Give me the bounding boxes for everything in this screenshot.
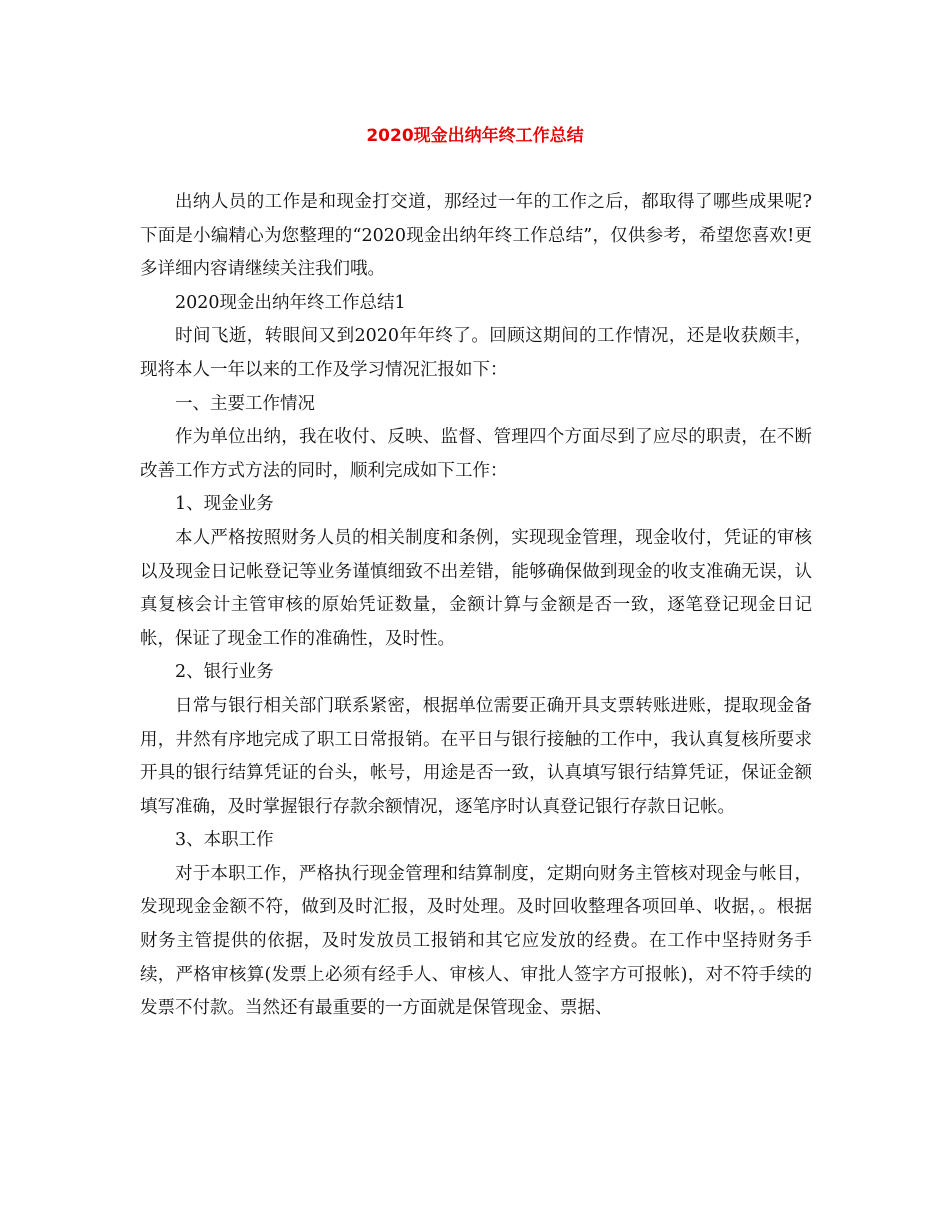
paragraph: 日常与银行相关部门联系紧密，根据单位需要正确开具支票转账进账，提取现金备用，井然有序地完成了职工日常报销。在平日与银行接触的工作中，我认真复核所要求开具的银行结算凭证的台头，帐号，用途是否一致，认真填写银行结算凭证，保证金额填写准确，及时掌握银行存款余额情况，逐笔序时认真登记银行存款日记帐。 (140, 695, 812, 817)
paragraph: 本人严格按照财务人员的相关制度和条例，实现现金管理，现金收付，凭证的审核以及现金日记帐登记等业务谨慎细致不出差错，能够确保做到现金的收支准确无误，认真复核会计主管审核的原始凭证数量，金额计算与金额是否一致，逐笔登记现金日记帐，保证了现金工作的准确性，及时性。 (140, 527, 812, 649)
section-heading: 1、现金业务 (175, 494, 274, 515)
paragraph: 作为单位出纳，我在收付、反映、监督、管理四个方面尽到了应尽的职责，在不断改善工作方式方法的同时，顺利完成如下工作： (140, 427, 812, 481)
paragraph-intro: 出纳人员的工作是和现金打交道，那经过一年的工作之后，都取得了哪些成果呢?下面是小编精心为您整理的“2020现金出纳年终工作总结”，仅供参考，希望您喜欢!更多详细内容请继续关注我们哦。 (140, 192, 812, 280)
section-heading: 3、本职工作 (175, 830, 274, 851)
section-heading: 一、主要工作情况 (175, 393, 315, 414)
document-body (140, 186, 812, 1026)
section-heading: 2、银行业务 (175, 662, 274, 683)
paragraph: 时间飞逝，转眼间又到2020年年终了。回顾这期间的工作情况，还是收获颇丰，现将本人一年以来的工作及学习情况汇报如下： (140, 326, 812, 380)
paragraph: 对于本职工作，严格执行现金管理和结算制度，定期向财务主管核对现金与帐目，发现现金金额不符，做到及时汇报，及时处理。及时回收整理各项回单、收据，。根据财务主管提供的依据，及时发放员工报销和其它应发放的经费。在工作中坚持财务手续，严格审核算(发票上必须有经手人、审核人、审批人签字方可报帐)，对不符手续的发票不付款。当然还有最重要的一方面就是保管现金、票据、 (140, 863, 812, 1019)
document-title: 2020现金出纳年终工作总结 (366, 126, 584, 146)
section-heading: 2020现金出纳年终工作总结1 (175, 292, 406, 313)
